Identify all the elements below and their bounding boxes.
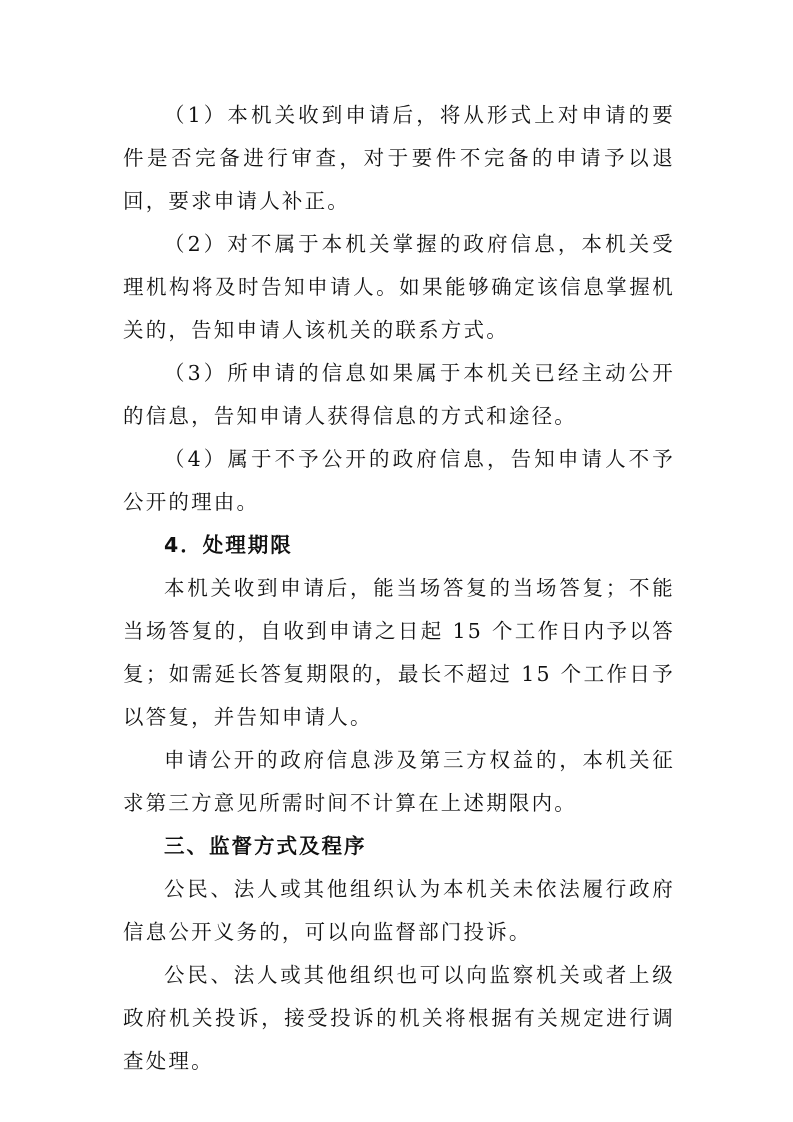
processing-deadline-heading: 4．处理期限 <box>164 533 293 557</box>
deadline-paragraph-1: 本机关收到申请后，能当场答复的当场答复；不能当场答复的，自收到申请之日起 15 个工作日内予以答复；如需延长答复期限的，最长不超过 15 个工作日予以答复，并告知申请人。 <box>123 576 675 729</box>
document-body <box>123 94 675 1083</box>
item-2-paragraph: （2）对不属于本机关掌握的政府信息，本机关受理机构将及时告知申请人。如果能够确定该信息掌握机关的，告知申请人该机关的联系方式。 <box>123 232 675 342</box>
item-3-paragraph: （3）所申请的信息如果属于本机关已经主动公开的信息，告知申请人获得信息的方式和途径。 <box>123 361 675 428</box>
supervision-paragraph-1: 公民、法人或其他组织认为本机关未依法履行政府信息公开义务的，可以向监督部门投诉。 <box>123 877 675 944</box>
item-4-paragraph: （4）属于不予公开的政府信息，告知申请人不予公开的理由。 <box>123 447 675 514</box>
supervision-heading: 三、监督方式及程序 <box>164 834 367 858</box>
deadline-paragraph-2: 申请公开的政府信息涉及第三方权益的，本机关征求第三方意见所需时间不计算在上述期限内。 <box>123 748 675 815</box>
item-1-paragraph: （1）本机关收到申请后，将从形式上对申请的要件是否完备进行审查，对于要件不完备的申请予以退回，要求申请人补正。 <box>123 103 675 213</box>
supervision-paragraph-2: 公民、法人或其他组织也可以向监察机关或者上级政府机关投诉，接受投诉的机关将根据有关规定进行调查处理。 <box>123 963 675 1073</box>
